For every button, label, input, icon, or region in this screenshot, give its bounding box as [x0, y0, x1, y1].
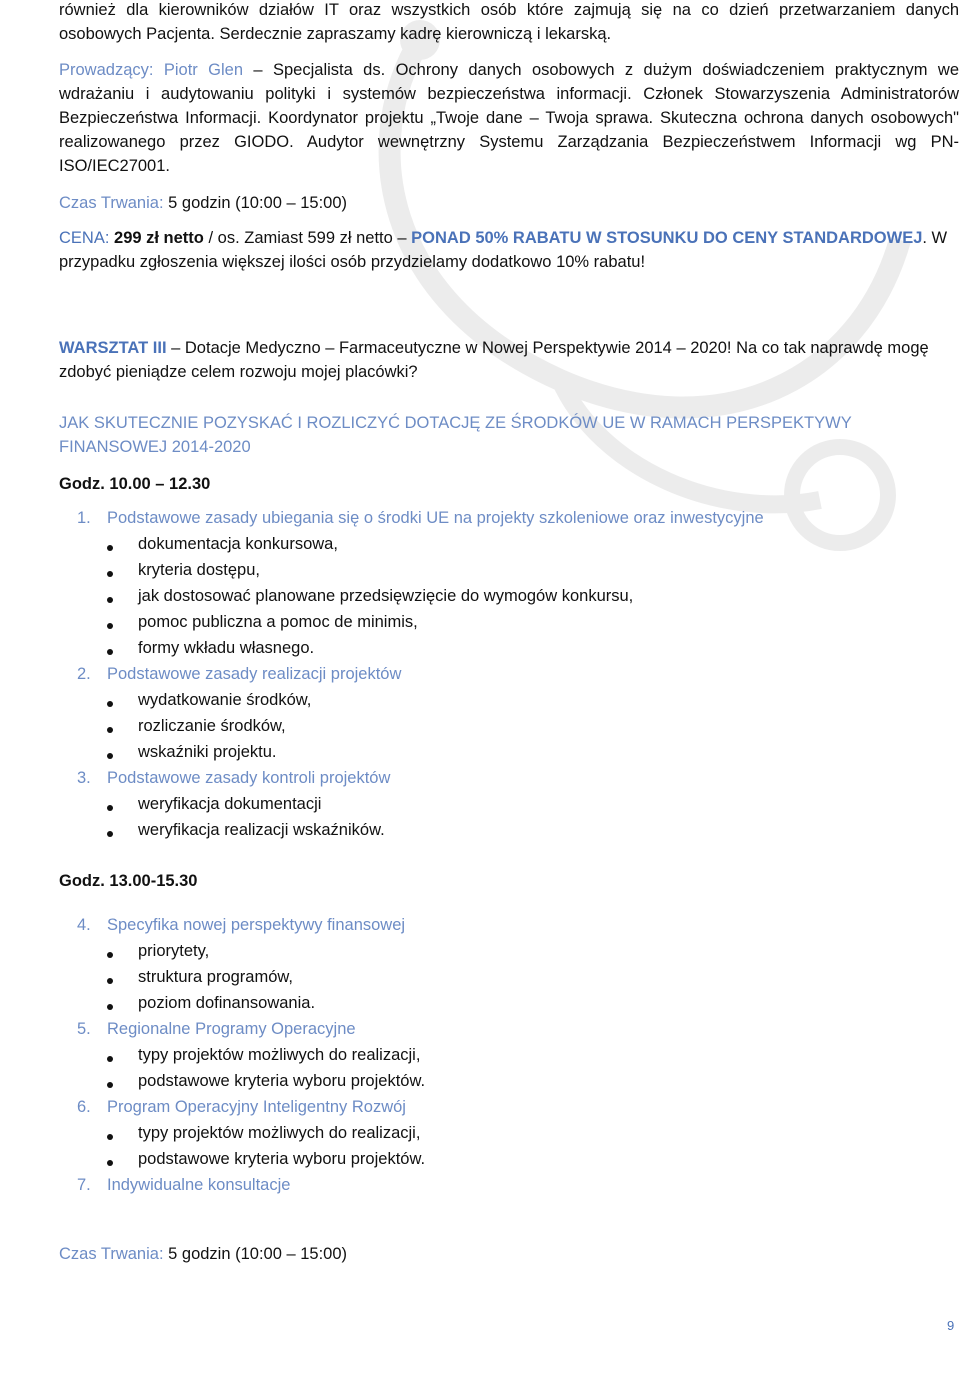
agenda-item-title: Indywidualne konsultacje [107, 1176, 291, 1194]
bullet-text: jak dostosować planowane przedsięwzięcie do wymogów konkursu, [138, 587, 634, 605]
bullet-text: typy projektów możliwych do realizacji, [138, 1046, 421, 1064]
agenda-item-title: Podstawowe zasady kontroli projektów [107, 769, 391, 787]
bullet-text: rozliczanie środków, [138, 717, 286, 735]
agenda-item-6 [77, 1098, 406, 1117]
agenda-item-title: Podstawowe zasady realizacji projektów [107, 665, 402, 683]
bullet-dot-icon [107, 1134, 113, 1140]
bullet-text: wydatkowanie środków, [138, 691, 312, 709]
bullet-dot-icon [107, 1056, 113, 1062]
bullet-dot-icon [107, 623, 113, 629]
duration-line-1 [59, 191, 347, 215]
intro-continuation: również dla kierowników działów IT oraz wszystkich osób które zajmują się na co dzień przetwarzaniem danych osobowych Pacjenta. Serdecznie zapraszamy kadrę kierowniczą i lekarską. [59, 1, 959, 43]
agenda-item-title: Regionalne Programy Operacyjne [107, 1020, 356, 1038]
bullet-dot-icon [107, 1082, 113, 1088]
bullet-text: wskaźniki projektu. [138, 743, 277, 761]
agenda-item-2 [77, 665, 401, 684]
bullet-dot-icon [107, 545, 113, 551]
bullet-text: dokumentacja konkursowa, [138, 535, 338, 553]
agenda-item-4 [77, 916, 405, 935]
page-number: 9 [947, 1318, 955, 1333]
bullet-text: podstawowe kryteria wyboru projektów. [138, 1072, 426, 1090]
bullet-text: weryfikacja realizacji wskaźników. [138, 821, 385, 839]
bullet-text: kryteria dostępu, [138, 561, 260, 579]
bullet-text: formy wkładu własnego. [138, 639, 315, 657]
price-amount: 299 zł netto [109, 229, 204, 247]
agenda-item-number: 4. [77, 916, 91, 934]
duration-value: 5 godzin (10:00 – 15:00) [163, 194, 348, 212]
agenda-item-number: 6. [77, 1098, 91, 1116]
bullet-dot-icon [107, 805, 113, 811]
bullet-text: podstawowe kryteria wyboru projektów. [138, 1150, 426, 1168]
session-time-2: Godz. 13.00-15.30 [59, 872, 198, 890]
agenda-item-title: Podstawowe zasady ubiegania się o środki UE na projekty szkoleniowe oraz inwestycyjne [107, 509, 764, 527]
agenda-item-title: Program Operacyjny Inteligentny Rozwój [107, 1098, 406, 1116]
price-extra: . W przypadku zgłoszenia większej ilości osób przydzielamy dodatkowo 10% rabatu! [59, 229, 948, 271]
duration-line-2 [59, 1242, 347, 1266]
bullet-dot-icon [107, 831, 113, 837]
bullet-text: pomoc publiczna a pomoc de minimis, [138, 613, 418, 631]
bullet-dot-icon [107, 1160, 113, 1166]
agenda-item-title: Specyfika nowej perspektywy finansowej [107, 916, 406, 934]
bullet-dot-icon [107, 1004, 113, 1010]
price-label: CENA: [59, 229, 110, 247]
price-discount: PONAD 50% RABATU W STOSUNKU DO CENY STANDARDOWEJ [411, 229, 923, 247]
trainer-bio: – Specjalista ds. Ochrony danych osobowych z dużym doświadczeniem praktycznym we wdrażaniu i audytowaniu polityki i systemów bezpieczeństwa informacji. Członek Stowarzyszenia Administratorów Bezpieczeństwa Informacji. Koordynator projektu „Twoje dane – Twoja sprawa. Skuteczna ochrona danych osobowych" realizowanego przez GIODO. Audytor wewnętrzny Systemu Zarządzania Bezpieczeństwem Informacji wg PN-ISO/IEC27001. [59, 61, 959, 175]
bullet-dot-icon [107, 597, 113, 603]
bullet-text: priorytety, [138, 942, 210, 960]
workshop-title [59, 336, 959, 384]
agenda-item-number: 5. [77, 1020, 91, 1038]
bullet-dot-icon [107, 978, 113, 984]
duration-label-2: Czas Trwania: [59, 1245, 164, 1263]
workshop-label: WARSZTAT III [59, 339, 167, 357]
agenda-item-number: 2. [77, 665, 91, 683]
duration-label: Czas Trwania: [59, 194, 164, 212]
agenda-item-5 [77, 1020, 356, 1039]
price-paragraph [59, 226, 959, 274]
bullet-text: struktura programów, [138, 968, 293, 986]
duration-value-2: 5 godzin (10:00 – 15:00) [163, 1245, 348, 1263]
price-per: / os. Zamiast 599 zł netto – [203, 229, 412, 247]
workshop-subject: – Dotacje Medyczno – Farmaceutyczne w Nowej Perspektywie 2014 – 2020! Na co tak naprawdę mogę zdobyć pieniądze celem rozwoju mojej placówki? [59, 339, 929, 381]
bullet-text: poziom dofinansowania. [138, 994, 316, 1012]
bullet-dot-icon [107, 727, 113, 733]
bullet-dot-icon [107, 952, 113, 958]
agenda-item-number: 1. [77, 509, 91, 527]
bullet-text: weryfikacja dokumentacji [138, 795, 322, 813]
session-time-1: Godz. 10.00 – 12.30 [59, 475, 211, 493]
agenda-item-1 [77, 509, 764, 528]
agenda-item-number: 7. [77, 1176, 91, 1194]
agenda-item-7 [77, 1176, 290, 1195]
agenda-item-number: 3. [77, 769, 91, 787]
bullet-dot-icon [107, 649, 113, 655]
agenda-item-3 [77, 769, 390, 788]
trainer-label: Prowadzący: Piotr Glen [59, 61, 244, 79]
bullet-text: typy projektów możliwych do realizacji, [138, 1124, 421, 1142]
trainer-paragraph [59, 58, 959, 178]
bullet-dot-icon [107, 571, 113, 577]
bullet-dot-icon [107, 753, 113, 759]
section-heading: JAK SKUTECZNIE POZYSKAĆ I ROZLICZYĆ DOTACJĘ ZE ŚRODKÓW UE W RAMACH PERSPEKTYWY FINANSOWEJ 2014-2020 [59, 414, 852, 456]
bullet-dot-icon [107, 701, 113, 707]
